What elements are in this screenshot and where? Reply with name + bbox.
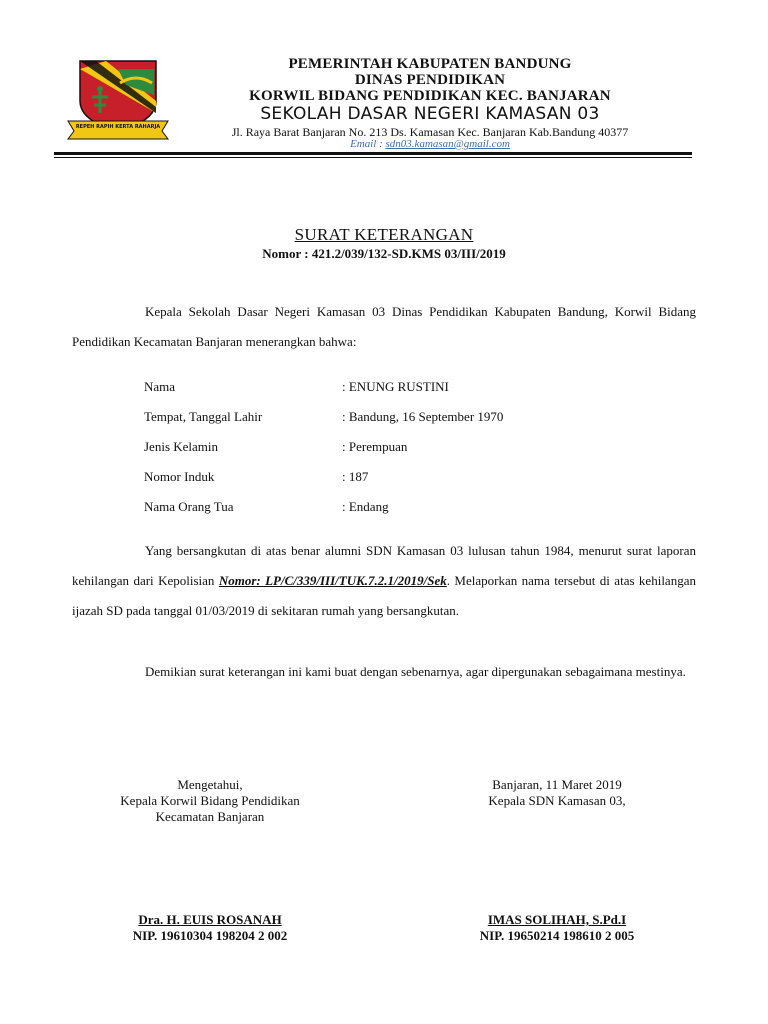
field-value-name: : ENUNG RUSTINI xyxy=(342,379,449,394)
signature-left-name: Dra. H. EUIS ROSANAH xyxy=(138,912,282,927)
signature-left-identity xyxy=(90,912,330,944)
statement-paragraph xyxy=(72,536,696,626)
letterhead-government: PEMERINTAH KABUPATEN BANDUNG xyxy=(288,56,572,72)
email-link[interactable]: sdn03.kamasan@gmail.com xyxy=(385,138,510,150)
signature-right-identity xyxy=(442,912,672,944)
letterhead-korwil: KORWIL BIDANG PENDIDIKAN KEC. BANJARAN xyxy=(249,88,611,104)
regency-logo xyxy=(66,55,170,143)
intro-paragraph: Kepala Sekolah Dasar Negeri Kamasan 03 Dinas Pendidikan Kabupaten Bandung, Korwil Bidang Pendidikan Kecamatan Banjaran menerangkan bahwa: xyxy=(72,304,696,349)
signature-left-line2: Kepala Korwil Bidang Pendidikan xyxy=(120,793,300,808)
statement-part-2: . Melaporkan nama tersebut di atas kehilangan ijazah SD pada tanggal 01/03/2019 di sekitaran rumah yang bersangkutan. xyxy=(72,573,696,618)
field-label-name: Nama xyxy=(144,379,176,394)
document-title: SURAT KETERANGAN xyxy=(294,225,474,244)
signature-left-nip: NIP. 19610304 198204 2 002 xyxy=(132,928,288,943)
letterhead-email-line xyxy=(190,138,670,150)
signature-right-nip: NIP. 19650214 198610 2 005 xyxy=(479,928,635,943)
signature-left-block xyxy=(90,777,330,825)
signature-right-title: Kepala SDN Kamasan 03, xyxy=(488,793,626,808)
signature-right-date: Banjaran, 11 Maret 2019 xyxy=(492,777,622,792)
field-label-gender: Jenis Kelamin xyxy=(144,439,219,454)
email-label: Email : xyxy=(350,138,386,150)
field-value-student-number: : 187 xyxy=(342,469,369,484)
letterhead-divider-thick xyxy=(54,152,692,155)
letterhead-school-name: SEKOLAH DASAR NEGERI KAMASAN 03 xyxy=(260,104,600,124)
signature-right-block xyxy=(442,777,672,809)
statement-part-1: Yang bersangkutan di atas benar alumni SDN Kamasan 03 lulusan tahun 1984, menurut surat laporan kehilangan dari Kepolisian xyxy=(72,543,696,588)
signature-right-name: IMAS SOLIHAH, S.Pd.I xyxy=(487,912,627,927)
document-number: Nomor : 421.2/039/132-SD.KMS 03/III/2019 xyxy=(262,246,506,261)
letterhead-department: DINAS PENDIDIKAN xyxy=(354,72,506,88)
signature-left-line3: Kecamatan Banjaran xyxy=(155,809,265,824)
field-value-gender: : Perempuan xyxy=(342,439,408,454)
field-value-birth: : Bandung, 16 September 1970 xyxy=(342,409,504,424)
letterhead-divider-thin xyxy=(54,157,692,158)
closing-paragraph: Demikian surat keterangan ini kami buat dengan sebenarnya, agar dipergunakan sebagaimana mestinya. xyxy=(145,664,686,679)
field-label-parent: Nama Orang Tua xyxy=(144,499,234,514)
field-label-student-number: Nomor Induk xyxy=(144,469,215,484)
field-label-birth: Tempat, Tanggal Lahir xyxy=(144,409,263,424)
signature-left-line1: Mengetahui, xyxy=(177,777,243,792)
letterhead-address: Jl. Raya Barat Banjaran No. 213 Ds. Kamasan Kec. Banjaran Kab.Bandung 40377 xyxy=(231,125,629,139)
field-value-parent: : Endang xyxy=(342,499,389,514)
police-report-number: Nomor: LP/C/339/III/TUK.7.2.1/2019/Sek xyxy=(218,573,447,588)
logo-motto: REPEH RAPIH KERTA RAHARJA xyxy=(75,124,161,130)
